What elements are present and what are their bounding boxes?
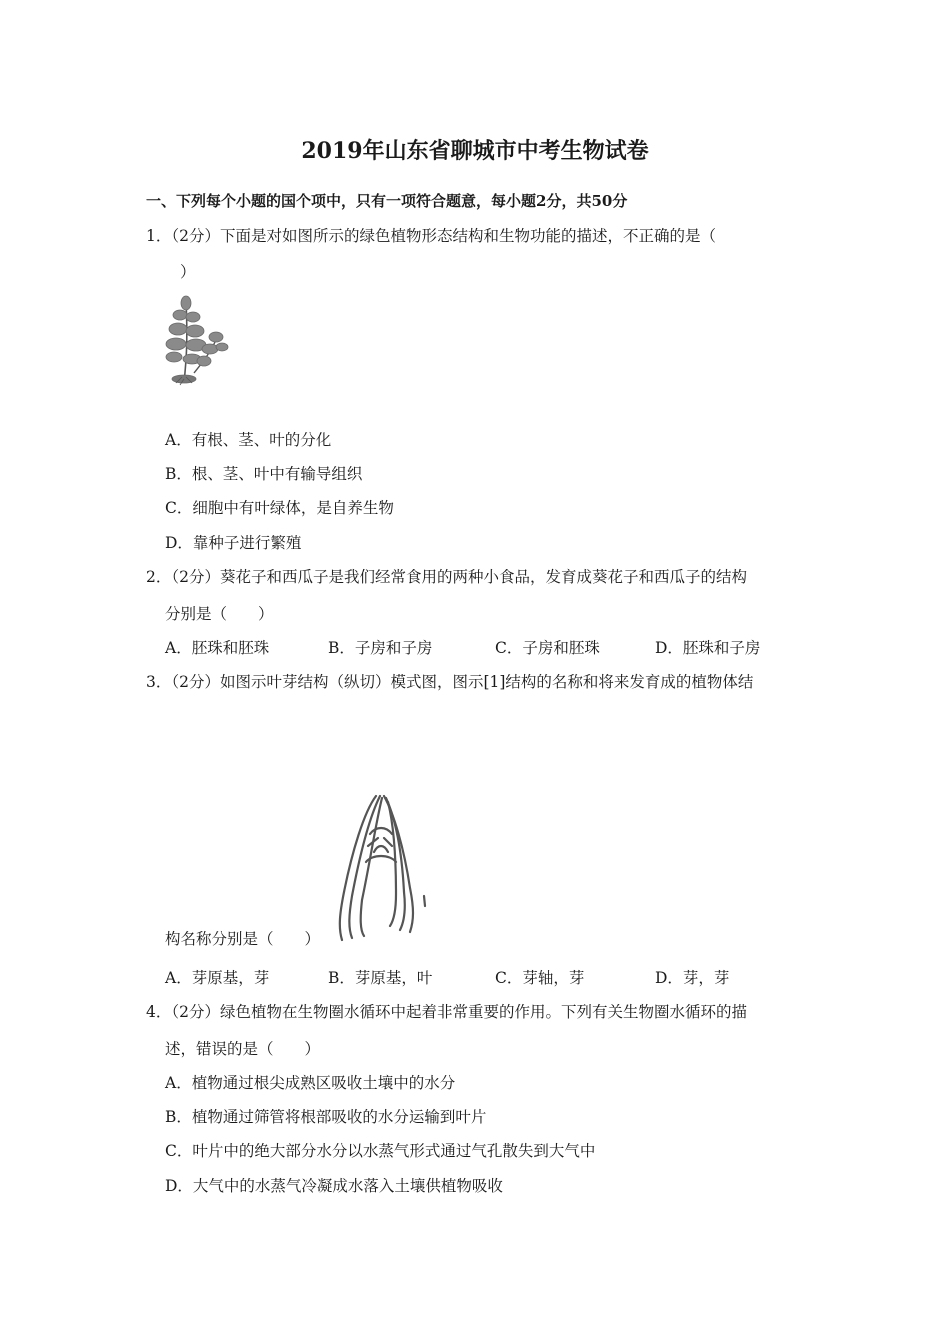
question-4-option-b: B．植物通过筛管将根部吸收的水分运输到叶片 [165, 1108, 487, 1126]
question-1-stem-line2: ） [180, 263, 196, 281]
question-3-option-b: B．芽原基，叶 [328, 969, 433, 987]
question-4-stem-line1: 4．（2分）绿色植物在生物圈水循环中起着非常重要的作用。下列有关生物圈水循环的描 [146, 1003, 747, 1021]
question-4-option-a: A．植物通过根尖成熟区吸收土壤中的水分 [165, 1074, 456, 1092]
question-1-option-d: D．靠种子进行繁殖 [165, 534, 302, 552]
question-2-option-d: D．胚珠和子房 [655, 639, 761, 657]
question-3-stem-line1: 3．（2分）如图示叶芽结构（纵切）模式图，图示[1]结构的名称和将来发育成的植物体结 [146, 673, 754, 691]
question-2-stem-line2: 分别是（ ） [165, 605, 274, 623]
page-title: 2019年山东省聊城市中考生物试卷 [301, 138, 649, 164]
question-3-option-a: A．芽原基，芽 [165, 969, 270, 987]
question-4-option-d: D．大气中的水蒸气冷凝成水落入土壤供植物吸收 [165, 1177, 503, 1195]
question-2-option-b: B．子房和子房 [328, 639, 433, 657]
leaf-bud-diagram [330, 792, 434, 942]
question-3-option-d: D．芽，芽 [655, 969, 730, 987]
question-3-option-c: C．芽轴，芽 [495, 969, 585, 987]
question-1-option-b: B．根、茎、叶中有输导组织 [165, 465, 363, 483]
section-heading: 一、下列每个小题的国个项中，只有一项符合题意，每小题2分，共50分 [146, 192, 628, 210]
fern-plant-illustration [162, 293, 234, 387]
question-2-option-a: A．胚珠和胚珠 [165, 639, 270, 657]
question-1-stem-line1: 1．（2分）下面是对如图所示的绿色植物形态结构和生物功能的描述，不正确的是（ [146, 227, 716, 245]
question-1-option-c: C．细胞中有叶绿体，是自养生物 [165, 499, 394, 517]
question-4-option-c: C．叶片中的绝大部分水分以水蒸气形式通过气孔散失到大气中 [165, 1142, 596, 1160]
question-2-option-c: C．子房和胚珠 [495, 639, 600, 657]
question-1-option-a: A．有根、茎、叶的分化 [165, 431, 332, 449]
question-4-stem-line2: 述，错误的是（ ） [165, 1040, 321, 1058]
question-3-stem-line2: 构名称分别是（ ） [165, 930, 321, 948]
question-2-stem-line1: 2．（2分）葵花子和西瓜子是我们经常食用的两种小食品，发育成葵花子和西瓜子的结构 [146, 568, 747, 586]
